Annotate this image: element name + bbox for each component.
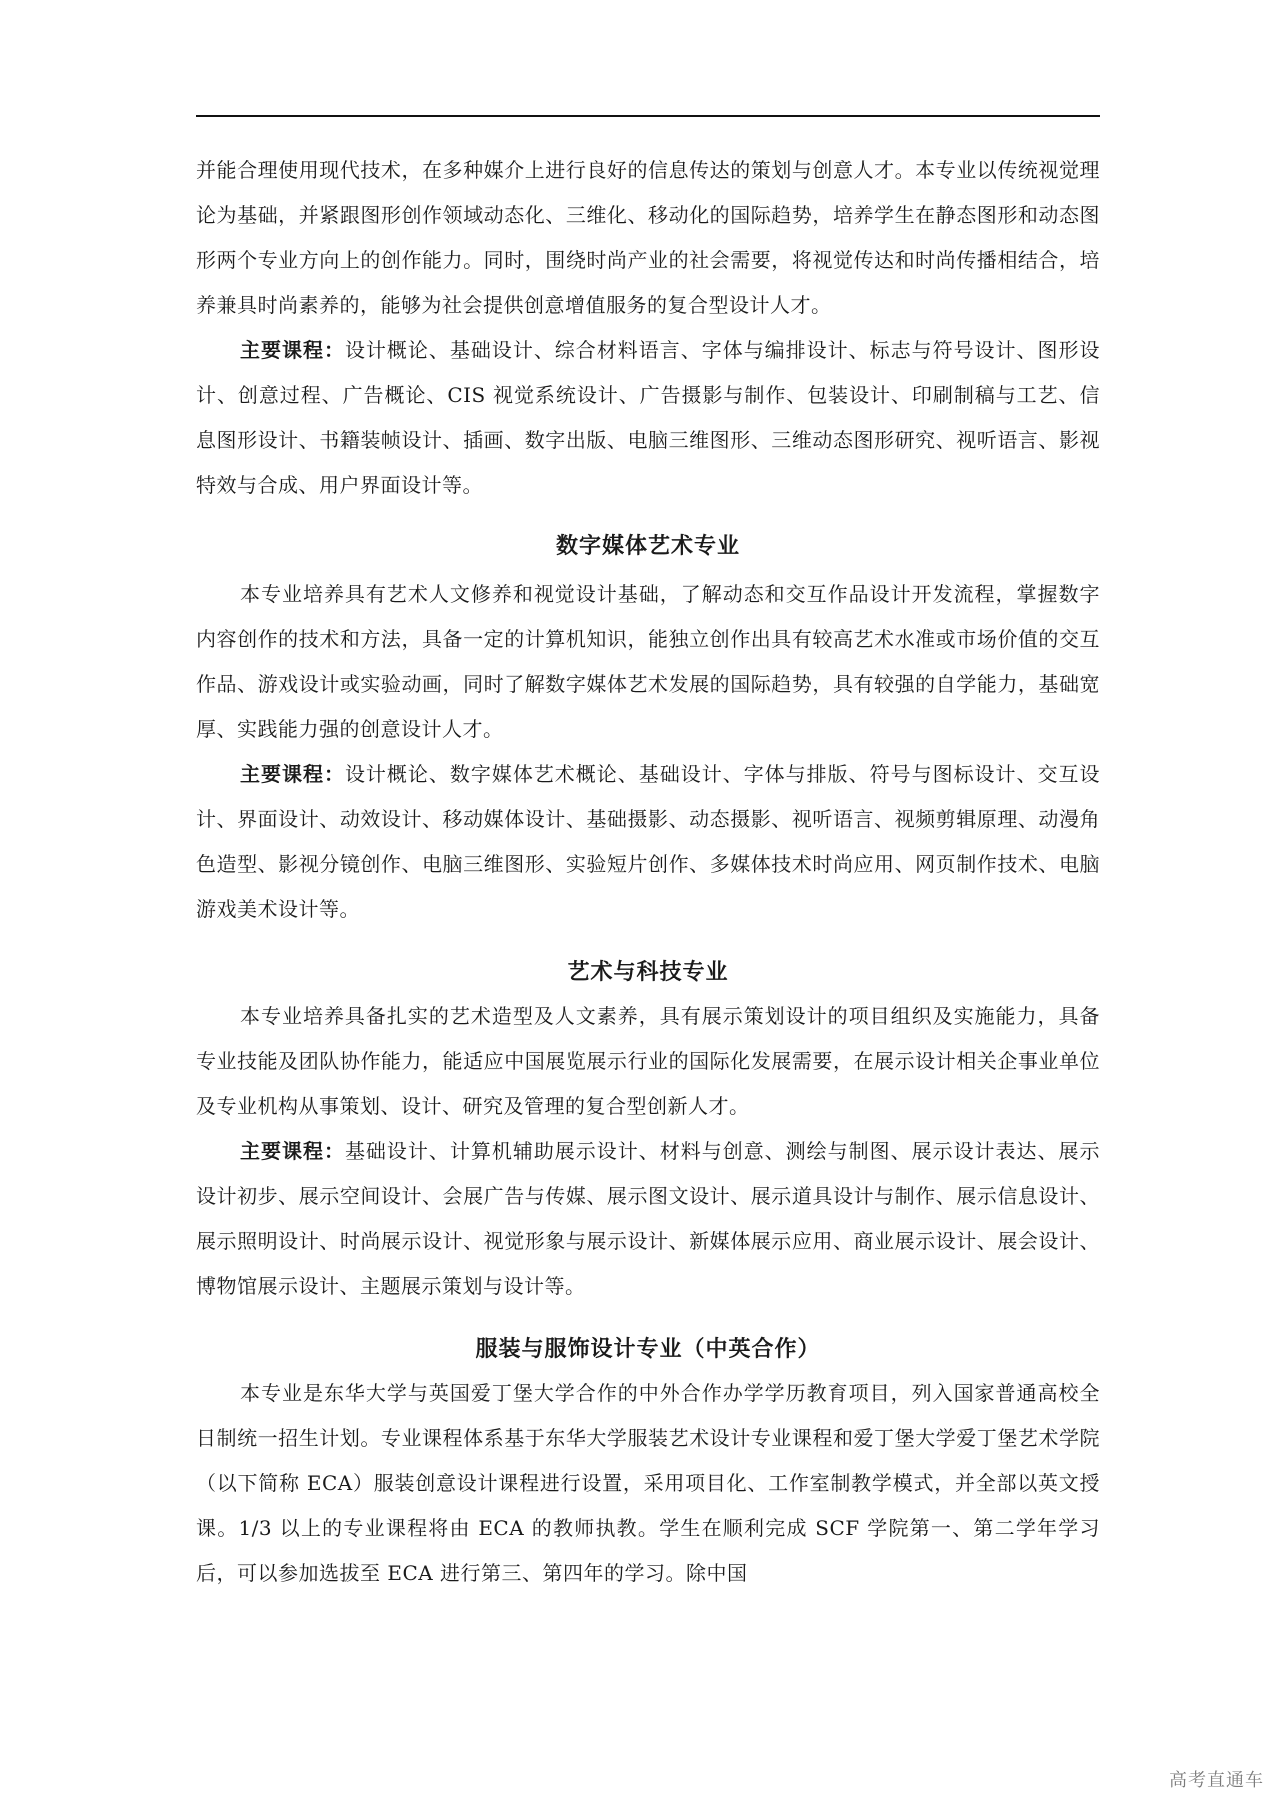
section-paragraph-fashion: 本专业是东华大学与英国爱丁堡大学合作的中外合作办学学历教育项目，列入国家普通高校全日制统一招生计划。专业课程体系基于东华大学服装艺术设计专业课程和爱丁堡大学爱丁堡艺术学院（以下简称 ECA）服装创意设计课程进行设置，采用项目化、工作室制教学模式，并全部以英文授课。1/3 以上的专业课程将由 ECA 的教师执教。学生在顺利完成 SCF 学院第一、第二学年学习后，可以参加选拔至 ECA 进行第三、第四年的学习。除中国 <box>196 1381 1100 1585</box>
courses-text: 基础设计、计算机辅助展示设计、材料与创意、测绘与制图、展示设计表达、展示设计初步、展示空间设计、会展广告与传媒、展示图文设计、展示道具设计与制作、展示信息设计、展示照明设计、时尚展示设计、视觉形象与展示设计、新媒体展示应用、商业展示设计、展会设计、博物馆展示设计、主题展示策划与设计等。 <box>196 1139 1100 1298</box>
section-title-fashion: 服装与服饰设计专业（中英合作） <box>475 1337 821 1362</box>
section-paragraph-art-tech: 本专业培养具备扎实的艺术造型及人文素养，具有展示策划设计的项目组织及实施能力，具备专业技能及团队协作能力，能适应中国展览展示行业的国际化发展需要，在展示设计相关企事业单位及专业机构从事策划、设计、研究及管理的复合型创新人才。 <box>196 1004 1100 1118</box>
section-courses-digital-media <box>196 752 1100 932</box>
document-body <box>196 148 1100 1596</box>
section-paragraph-digital-media: 本专业培养具有艺术人文修养和视觉设计基础，了解动态和交互作品设计开发流程，掌握数字内容创作的技术和方法，具备一定的计算机知识，能独立创作出具有较高艺术水准或市场价值的交互作品、游戏设计或实验动画，同时了解数字媒体艺术发展的国际趋势，具有较强的自学能力，基础宽厚、实践能力强的创意设计人才。 <box>196 582 1100 741</box>
courses-label: 主要课程： <box>240 338 345 362</box>
courses-label: 主要课程： <box>240 1139 345 1163</box>
header-rule <box>196 115 1100 117</box>
watermark: 高考直通车 <box>1169 1770 1264 1791</box>
courses-label: 主要课程： <box>240 762 345 786</box>
section-title-art-tech: 艺术与科技专业 <box>567 960 729 985</box>
intro-courses <box>196 328 1100 508</box>
intro-paragraph: 并能合理使用现代技术，在多种媒介上进行良好的信息传达的策划与创意人才。本专业以传统视觉理论为基础，并紧跟图形创作领域动态化、三维化、移动化的国际趋势，培养学生在静态图形和动态图形两个专业方向上的创作能力。同时，围绕时尚产业的社会需要，将视觉传达和时尚传播相结合，培养兼具时尚素养的，能够为社会提供创意增值服务的复合型设计人才。 <box>196 158 1100 317</box>
courses-text: 设计概论、基础设计、综合材料语言、字体与编排设计、标志与符号设计、图形设计、创意过程、广告概论、CIS 视觉系统设计、广告摄影与制作、包装设计、印刷制稿与工艺、信息图形设计、书籍装帧设计、插画、数字出版、电脑三维图形、三维动态图形研究、视听语言、影视特效与合成、用户界面设计等。 <box>196 338 1100 497</box>
section-courses-art-tech <box>196 1129 1100 1309</box>
courses-text: 设计概论、数字媒体艺术概论、基础设计、字体与排版、符号与图标设计、交互设计、界面设计、动效设计、移动媒体设计、基础摄影、动态摄影、视听语言、视频剪辑原理、动漫角色造型、影视分镜创作、电脑三维图形、实验短片创作、多媒体技术时尚应用、网页制作技术、电脑游戏美术设计等。 <box>196 762 1100 921</box>
section-title-digital-media: 数字媒体艺术专业 <box>555 534 740 559</box>
